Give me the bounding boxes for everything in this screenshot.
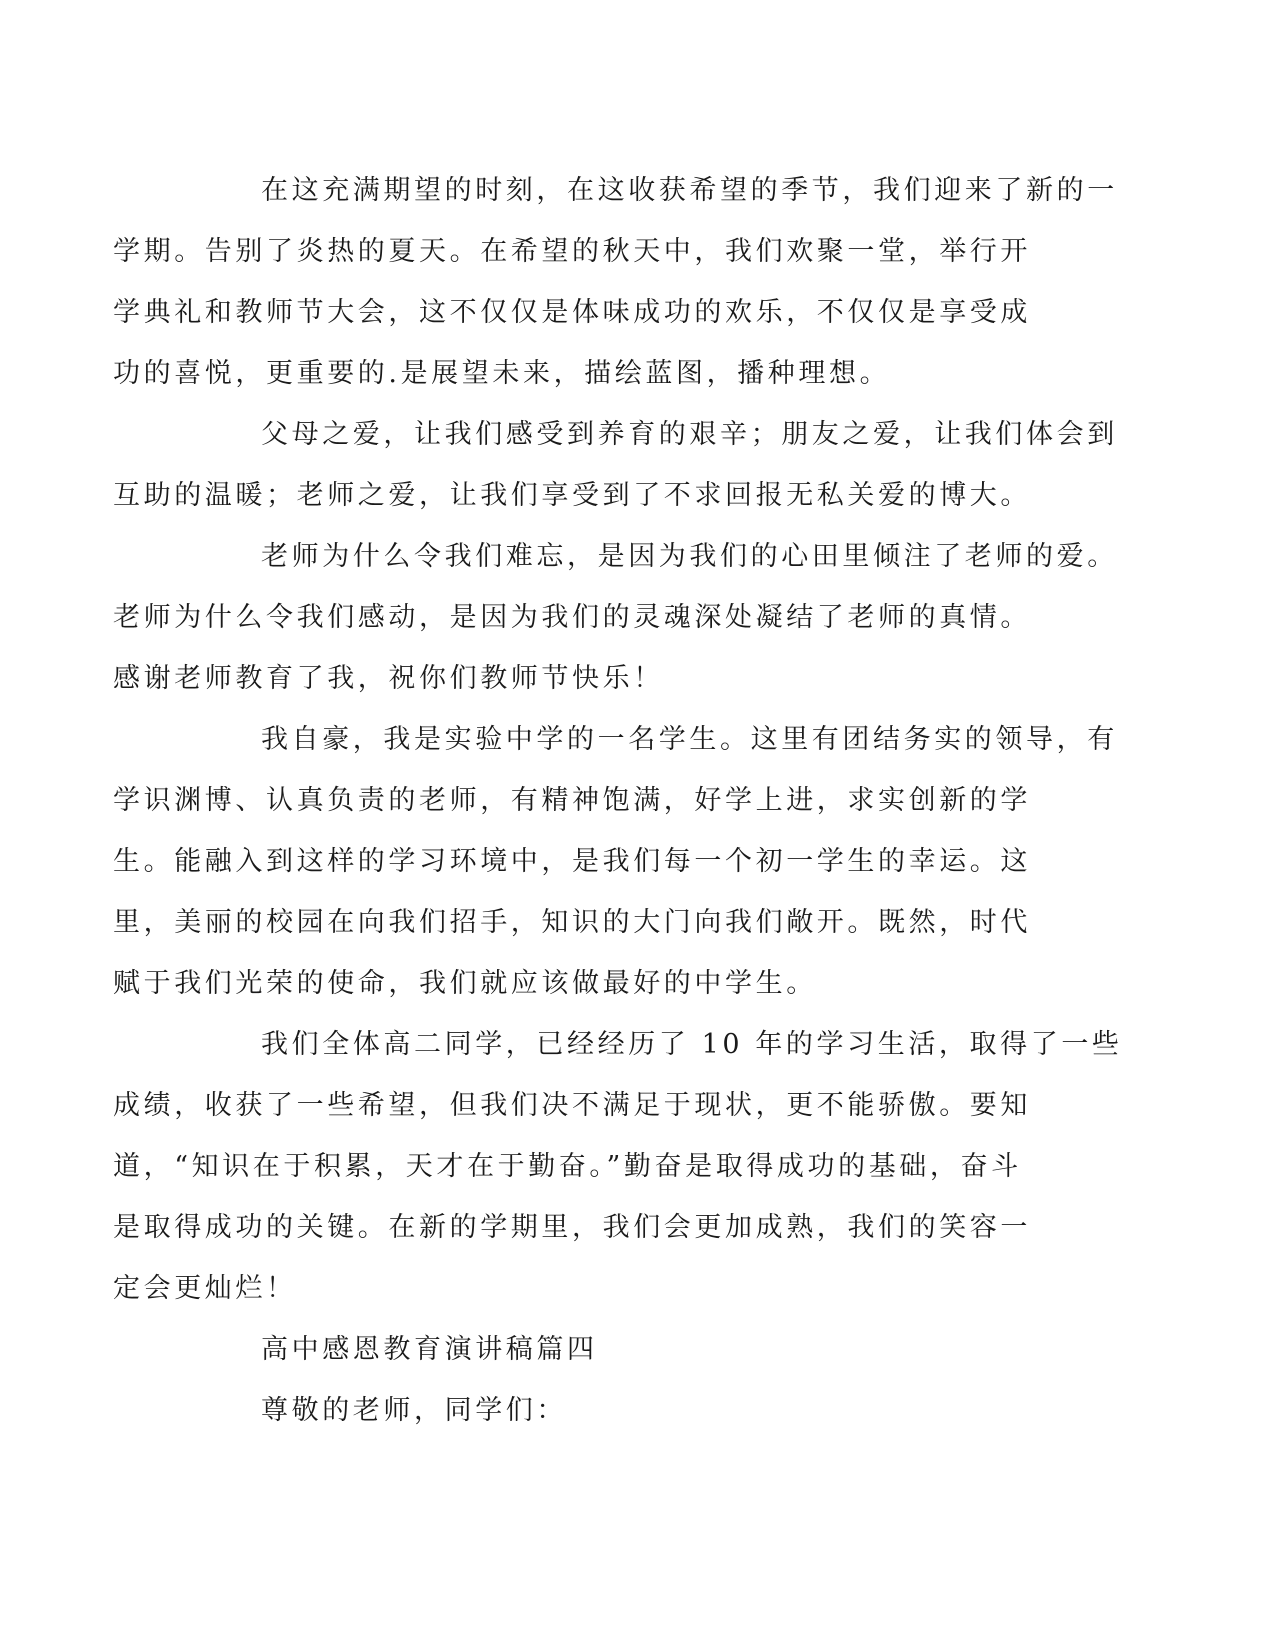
text-line: 学识渊博、认真负责的老师，有精神饱满，好学上进，求实创新的学: [113, 785, 1031, 816]
text-line: 成绩，收获了一些希望，但我们决不满足于现状，更不能骄傲。要知: [113, 1090, 1031, 1121]
section-heading: [187, 1319, 1067, 1380]
text-line: 赋于我们光荣的使命，我们就应该做最好的中学生。: [113, 968, 817, 999]
text-line: 学典礼和教师节大会，这不仅仅是体味成功的欢乐，不仅仅是享受成: [113, 297, 1031, 328]
document-body: [113, 160, 1123, 1441]
text-line: 里，美丽的校园在向我们招手，知识的大门向我们敞开。既然，时代: [113, 907, 1031, 938]
paragraph-proud: [113, 709, 1118, 1014]
text-line: 在这充满期望的时刻，在这收获希望的季节，我们迎来了新的一: [261, 175, 1118, 206]
text-line: 是取得成功的关键。在新的学期里，我们会更加成熟，我们的笑容一: [113, 1212, 1031, 1243]
text-line: 道，“知识在于积累，天才在于勤奋。”勤奋是取得成功的基础，奋斗: [113, 1151, 1022, 1182]
paragraph-grade-two: [113, 1014, 1123, 1319]
paragraph-new-semester: [113, 160, 1118, 404]
paragraph-love: [113, 404, 1118, 526]
paragraph-teachers: [113, 526, 1118, 709]
text-line: 老师为什么令我们感动，是因为我们的灵魂深处凝结了老师的真情。: [113, 602, 1031, 633]
text-line: 感谢老师教育了我，祝你们教师节快乐！: [113, 663, 664, 694]
text-line: 功的喜悦，更重要的.是展望未来，描绘蓝图，播种理想。: [113, 358, 891, 389]
salutation: [187, 1380, 1067, 1441]
text-line: 父母之爱，让我们感受到养育的艰辛；朋友之爱，让我们体会到: [261, 419, 1118, 450]
text-line: 老师为什么令我们难忘，是因为我们的心田里倾注了老师的爱。: [261, 541, 1118, 572]
text-line: 定会更灿烂！: [113, 1273, 297, 1304]
salutation-text: 尊敬的老师，同学们：: [261, 1395, 567, 1426]
text-line: 互助的温暖；老师之爱，让我们享受到了不求回报无私关爱的博大。: [113, 480, 1031, 511]
heading-text: 高中感恩教育演讲稿篇四: [261, 1334, 598, 1365]
text-line: 我们全体高二同学，已经经历了 10 年的学习生活，取得了一些: [261, 1029, 1123, 1060]
text-line: 生。能融入到这样的学习环境中，是我们每一个初一学生的幸运。这: [113, 846, 1031, 877]
text-line: 我自豪，我是实验中学的一名学生。这里有团结务实的领导，有: [261, 724, 1118, 755]
text-line: 学期。告别了炎热的夏天。在希望的秋天中，我们欢聚一堂，举行开: [113, 236, 1031, 267]
